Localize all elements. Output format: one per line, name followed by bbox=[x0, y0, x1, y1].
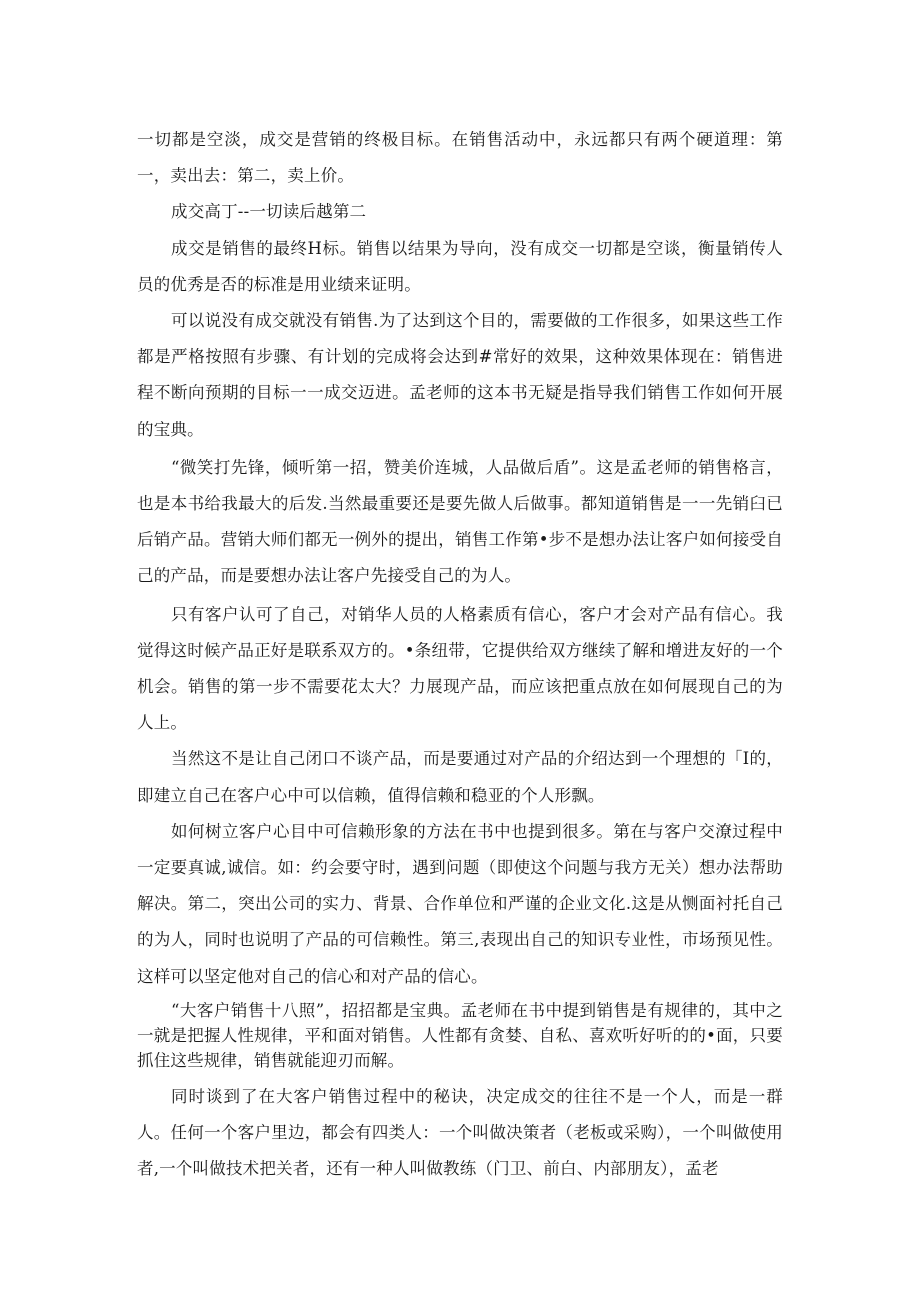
paragraph-10: 同时谈到了在大客户销售过程中的秘诀，决定成交的往往不是一个人，而是一群人。任何一个客户里边，都会有四类人：一个叫做决策者（老板或采购），一个叫做使用者,一个叫做技术把关者，还有一种人叫做教练（门卫、前白、内部朋友），孟老 bbox=[137, 1086, 783, 1179]
paragraph-2-heading: 成交高丁--一切读后越第二 bbox=[171, 202, 367, 222]
paragraph-3: 成交是销售的最终H标。销售以结果为导向，没有成交一切都是空谈，衡量销传人员的优秀是否的标准是用业绩来证明。 bbox=[137, 238, 783, 294]
paragraph-4: 可以说没有成交就没有销售.为了达到这个目的，需要做的工作很多，如果这些工作都是严格按照有步骤、有计划的完成将会达到#常好的效果，这种效果体现在：销售进程不断向预期的目标一一成交迈进。孟老师的这本书无疑是指导我们销售工作如何开展的宝典。 bbox=[137, 311, 783, 439]
paragraph-1: 一切都是空淡，成交是营销的终极目标。在销售活动中，永远都只有两个硬道理：第一，卖出去：第二，卖上价。 bbox=[137, 130, 783, 186]
paragraph-5: “微笑打先锋，倾听第一招，赞美价连城，人品做后盾”。这是孟老师的销售格言，也是本书给我最大的后发.当然最重要还是要先做人后做事。都知道销售是一一先销臼已后销产品。营销大师们都无一例外的提出，销售工作第•步不是想办法让客户如何接受自己的产品，而是要想办法让客户先接受自己的为人。 bbox=[137, 457, 783, 586]
paragraph-7: 当然这不是让自己闭口不谈产品，而是要通过对产品的介绍达到一个理想的「I的，即建立自己在客户心中可以信赖，值得信赖和稳亚的个人形飘。 bbox=[137, 749, 783, 805]
paragraph-6: 只有客户认可了自己，对销华人员的人格素质有信心，客户才会对产品有信心。我觉得这时候产品正好是联系双方的。•条纽带，它提供给双方继续了解和增进友好的一个机会。销售的第一步不需要花太大？力展现产品，而应该把重点放在如何展现自己的为人上。 bbox=[137, 604, 783, 733]
paragraph-8: 如何树立客户心目中可信赖形象的方法在书中也提到很多。第在与客户交潦过程中一定要真诚,诚信。如：约会要守时，遇到问题（即使这个问题与我方无关）想办法帮助解决。第二，突出公司的实力、背景、合作单位和严谨的企业文化.这是从恻面衬托自己的为人，同时也说明了产品的可信赖性。第三,表现出自己的知识专业性，市场预见性。这样可以坚定他对自己的信心和对产品的信心。 bbox=[137, 821, 783, 986]
document-body bbox=[137, 122, 783, 1187]
paragraph-9: “大客户销售十八照”，招招都是宝典。孟老师在书中提到销售是有规律的，其中之一就是把握人性规律，平和面对销售。人性都有贪婪、自私、喜欢听好听的的•面，只要抓住这些规律，销售就能迎刃而解。 bbox=[137, 1000, 783, 1070]
